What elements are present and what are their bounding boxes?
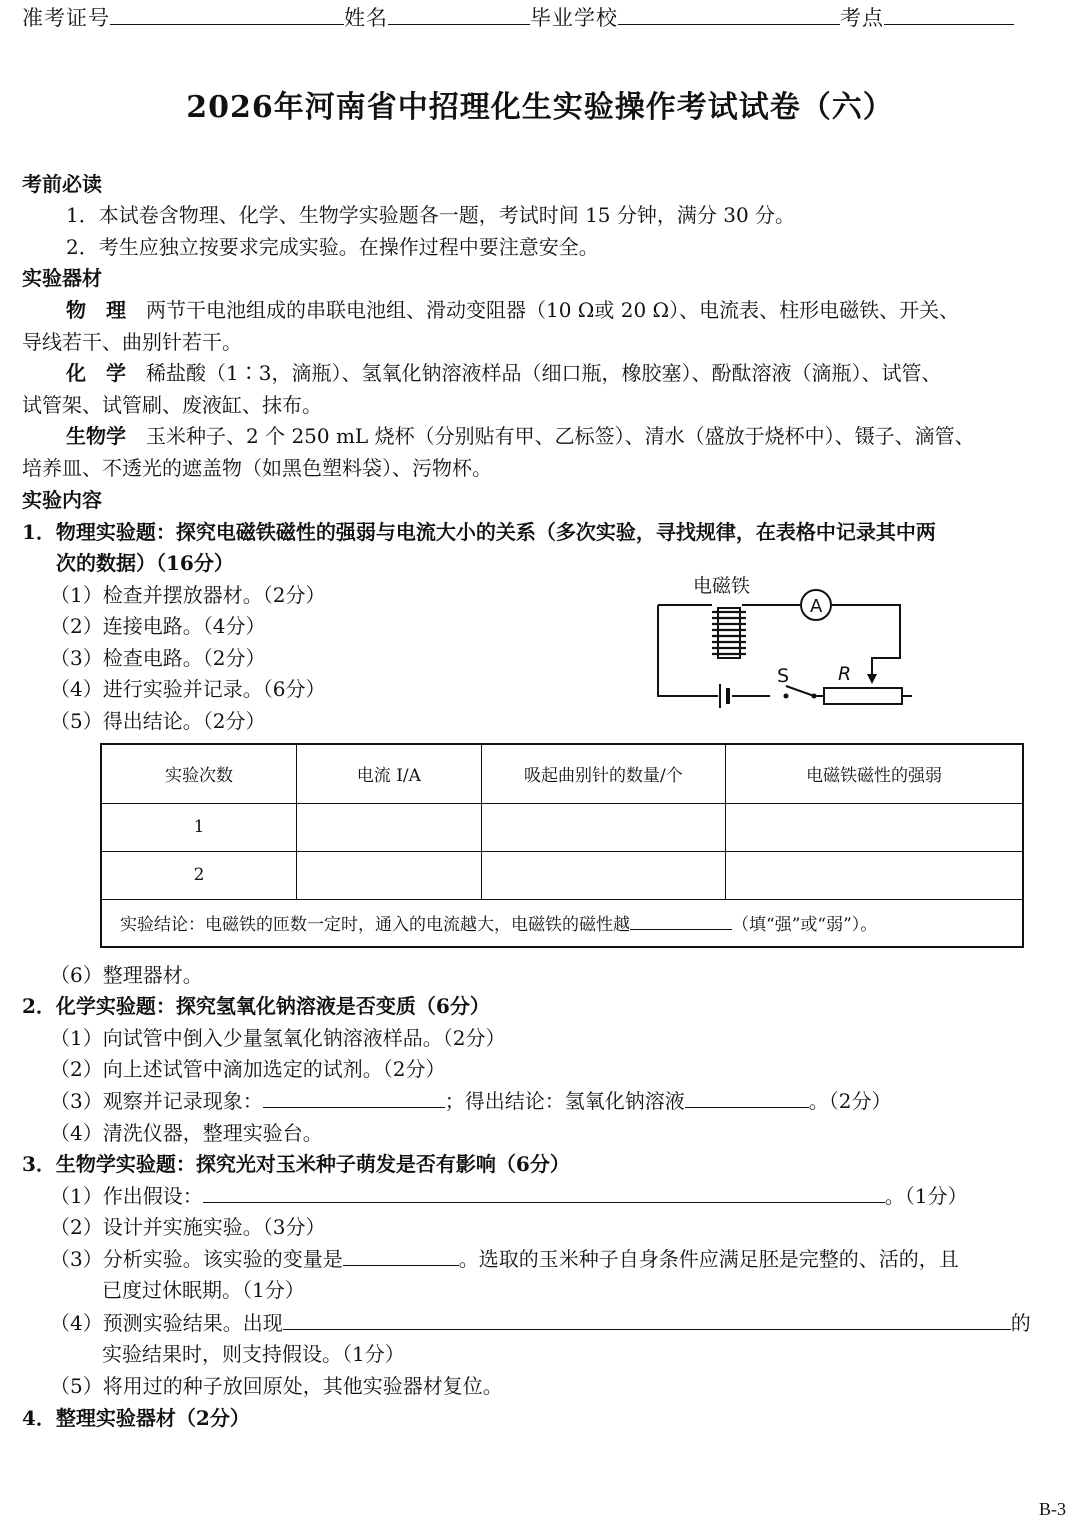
q3-step4-text: （4）预测实验结果。出现	[50, 1311, 283, 1335]
table-cell-input[interactable]	[481, 803, 725, 851]
table-header-row	[101, 744, 1023, 803]
table-cell-input[interactable]	[297, 851, 482, 899]
table-header-cell: 电磁铁磁性的强弱	[726, 744, 1023, 803]
table-conclusion-row	[101, 899, 1023, 947]
admission-number-label: 准考证号	[22, 6, 110, 30]
table-header-cell: 电流 I/A	[297, 744, 482, 803]
chemistry-text: 稀盐酸（1∶3，滴瓶）、氢氧化钠溶液样品（细口瓶，橡胶塞）、酚酞溶液（滴瓶）、试管、	[146, 361, 942, 385]
data-table	[100, 743, 1024, 948]
battery-icon	[720, 684, 728, 708]
page-title: 2026年河南省中招理化生实验操作考试试卷（六）	[186, 90, 894, 125]
table-row	[101, 851, 1023, 899]
hypothesis-blank[interactable]	[203, 1180, 885, 1203]
name-field[interactable]	[388, 2, 530, 25]
table-header-cell: 吸起曲别针的数量/个	[481, 744, 725, 803]
q1-step: （1）检查并摆放器材。（2分）	[50, 583, 326, 607]
conclusion-blank[interactable]	[630, 913, 732, 930]
q4-title: 4．整理实验器材（2分）	[22, 1406, 250, 1430]
q2-step3	[50, 1085, 891, 1117]
biology-label: 生物学	[66, 424, 126, 448]
q3-step1	[50, 1180, 967, 1212]
table-conclusion-cell	[101, 899, 1023, 947]
biology-text: 玉米种子、2 个 250 mL 烧杯（分别贴有甲、乙标签）、清水（盛放于烧杯中）、镊子、滴管、	[146, 424, 975, 448]
notice-item: 2．考生应独立按要求完成实验。在操作过程中要注意安全。	[66, 235, 599, 259]
wire-left	[658, 605, 718, 696]
physics-equipment	[66, 294, 959, 326]
equipment-heading: 实验器材	[22, 266, 102, 290]
rheostat-label: R	[838, 663, 852, 685]
q2-step3-text: ；得出结论：氢氧化钠溶液	[444, 1089, 685, 1113]
rheostat-icon	[824, 674, 902, 704]
q3-step4-text: 的	[1010, 1311, 1031, 1335]
q3-step4	[50, 1307, 1031, 1339]
chemistry-label: 化 学	[66, 361, 126, 385]
school-label: 毕业学校	[530, 6, 618, 30]
notice-item: 1．本试卷含物理、化学、生物学实验题各一题，考试时间 15 分钟，满分 30 分。	[66, 203, 796, 227]
electromagnet-icon	[712, 608, 746, 658]
electromagnet-label: 电磁铁	[693, 575, 751, 597]
chemistry-equipment	[66, 357, 941, 389]
biology-equipment-cont: 培养皿、不透光的遮盖物（如黑色塑料袋）、污物杯。	[22, 456, 492, 480]
conclusion-suffix: （填“强”或“弱”）。	[732, 915, 878, 936]
q3-step3	[50, 1243, 959, 1275]
exam-header	[22, 2, 1014, 32]
conclusion-text: 实验结论：电磁铁的匝数一定时，通入的电流越大，电磁铁的磁性越	[120, 915, 630, 936]
circuit-diagram	[640, 570, 920, 715]
q3-step4-cont: 实验结果时，则支持假设。（1分）	[102, 1342, 405, 1366]
admission-number-field[interactable]	[110, 2, 344, 25]
notice-heading: 考前必读	[22, 172, 102, 196]
q3-step: （2）设计并实施实验。（3分）	[50, 1215, 326, 1239]
table-cell-input[interactable]	[726, 851, 1023, 899]
q1-step: （5）得出结论。（2分）	[50, 709, 266, 733]
chemistry-equipment-cont: 试管架、试管刷、废液缸、抹布。	[22, 393, 322, 417]
table-cell-input[interactable]	[726, 803, 1023, 851]
switch-label: S	[777, 665, 790, 687]
table-cell-input[interactable]	[481, 851, 725, 899]
name-label: 姓名	[344, 6, 388, 30]
q1-step: （4）进行实验并记录。（6分）	[50, 677, 326, 701]
q2-step3-text: （3）观察并记录现象：	[50, 1089, 263, 1113]
physics-equipment-cont: 导线若干、曲别针若干。	[22, 330, 242, 354]
q3-step3-text: （3）分析实验。该实验的变量是	[50, 1247, 343, 1271]
q2-step: （1）向试管中倒入少量氢氧化钠溶液样品。（2分）	[50, 1026, 506, 1050]
q2-title: 2．化学实验题：探究氢氧化钠溶液是否变质（6分）	[22, 994, 490, 1018]
q3-title: 3．生物学实验题：探究光对玉米种子萌发是否有影响（6分）	[22, 1152, 570, 1176]
school-field[interactable]	[618, 2, 840, 25]
table-header-cell: 实验次数	[101, 744, 297, 803]
exam-site-label: 考点	[840, 6, 884, 30]
ammeter-label: A	[810, 596, 823, 617]
table-cell-trial: 1	[101, 803, 297, 851]
page-number: B-3	[1039, 1499, 1066, 1519]
q1-step: （6）整理器材。	[50, 963, 203, 987]
table-cell-trial: 2	[101, 851, 297, 899]
q3-step3-cont: 已度过休眠期。（1分）	[102, 1278, 305, 1302]
observation-blank[interactable]	[263, 1085, 445, 1108]
q3-step1-text: 。（1分）	[884, 1184, 968, 1208]
exam-site-field[interactable]	[884, 2, 1014, 25]
q1-step: （2）连接电路。（4分）	[50, 614, 266, 638]
biology-equipment	[66, 420, 975, 452]
variable-blank[interactable]	[343, 1243, 459, 1266]
q3-step1-text: （1）作出假设：	[50, 1184, 203, 1208]
table-cell-input[interactable]	[297, 803, 482, 851]
q3-step: （5）将用过的种子放回原处，其他实验器材复位。	[50, 1374, 503, 1398]
q2-step3-text: 。（2分）	[808, 1089, 892, 1113]
physics-label: 物 理	[66, 298, 126, 322]
q2-step: （2）向上述试管中滴加选定的试剂。（2分）	[50, 1057, 446, 1081]
q1-step: （3）检查电路。（2分）	[50, 646, 266, 670]
content-heading: 实验内容	[22, 488, 102, 512]
physics-text: 两节干电池组成的串联电池组、滑动变阻器（10 Ω或 20 Ω）、电流表、柱形电磁铁、开关、	[146, 298, 960, 322]
conclusion-blank[interactable]	[685, 1085, 809, 1108]
q3-step3-text: 。选取的玉米种子自身条件应满足胚是完整的、活的，且	[458, 1247, 959, 1271]
q2-step: （4）清洗仪器，整理实验台。	[50, 1121, 323, 1145]
table-row	[101, 803, 1023, 851]
result-blank[interactable]	[283, 1307, 1011, 1330]
q1-title-cont: 次的数据）（16分）	[56, 551, 234, 575]
q1-title: 1．物理实验题：探究电磁铁磁性的强弱与电流大小的关系（多次实验，寻找规律，在表格中记录其中两	[22, 520, 936, 544]
